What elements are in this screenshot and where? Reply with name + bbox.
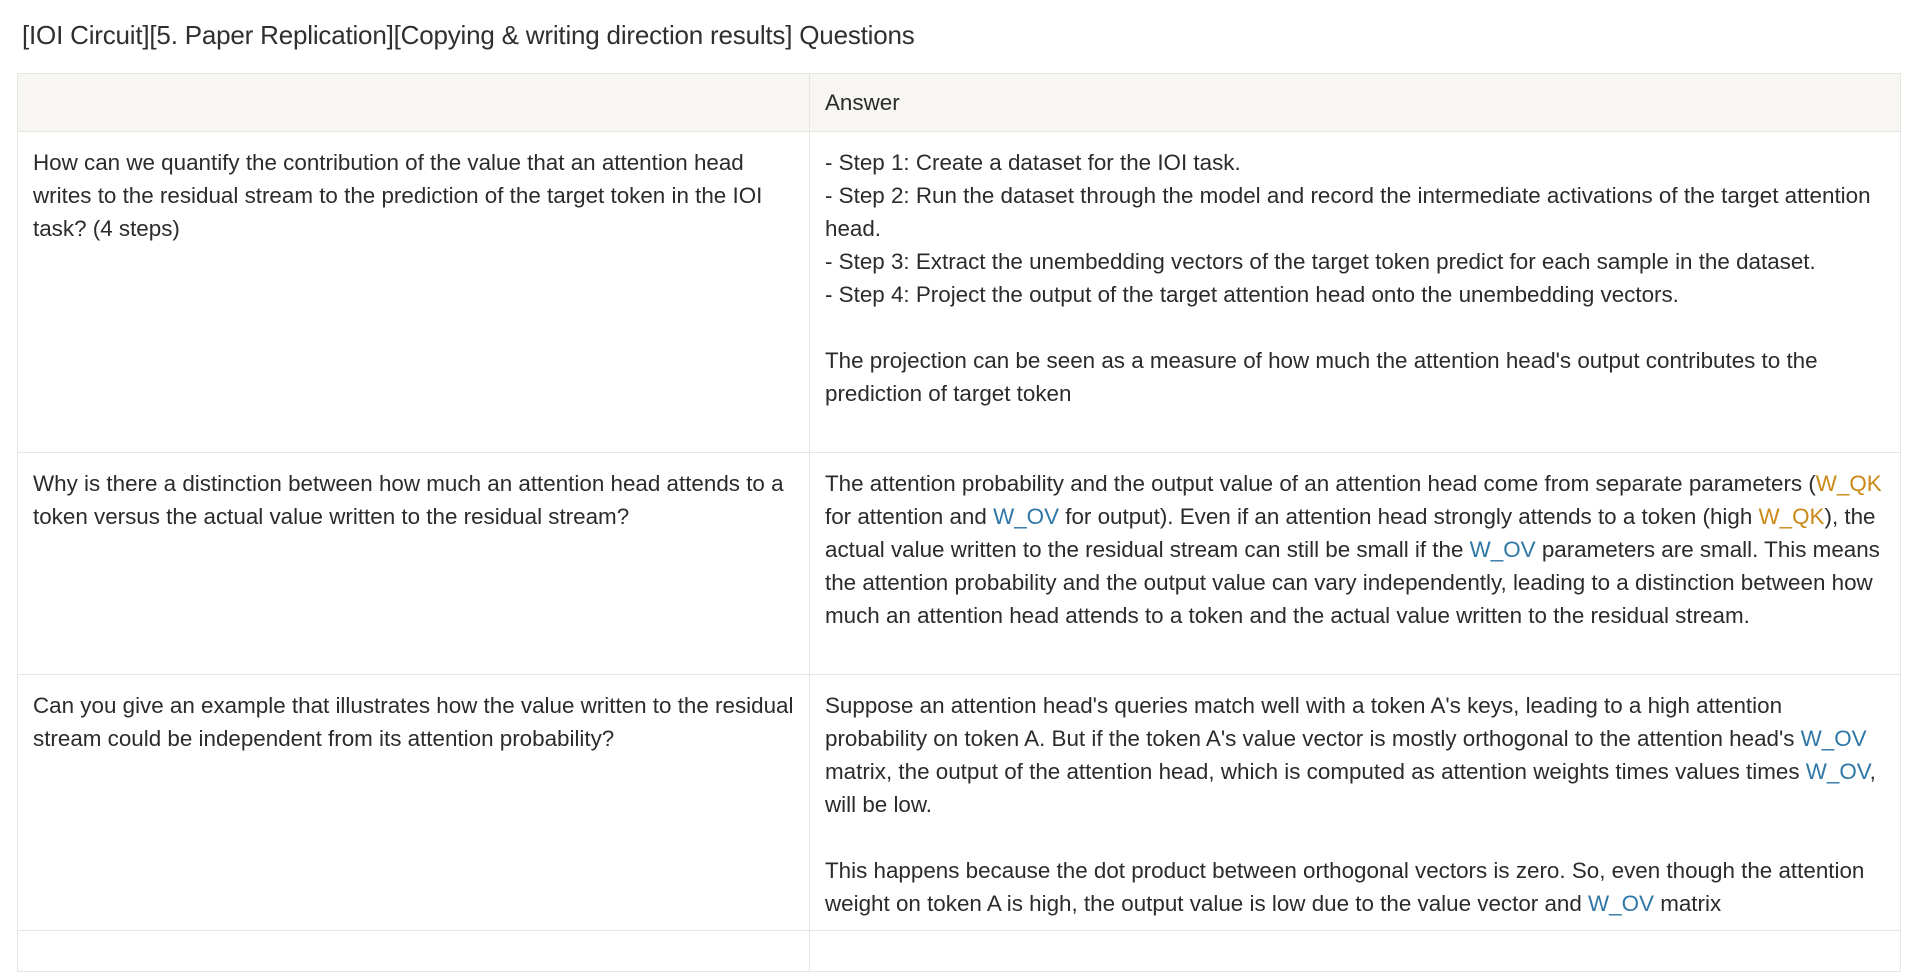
- table-row: [18, 675, 1901, 931]
- question-cell[interactable]: Can you give an example that illustrates how the value written to the residual stream could be independent from its attention probability?: [18, 675, 810, 931]
- table-row: [18, 931, 1901, 972]
- table-row: [18, 132, 1901, 453]
- w-ov-token: W_OV: [1588, 891, 1654, 916]
- question-cell[interactable]: How can we quantify the contribution of the value that an attention head writes to the residual stream to the prediction of the target token in the IOI task? (4 steps): [18, 132, 810, 453]
- answer-text: , will be low.: [825, 759, 1876, 817]
- paragraph-gap: [825, 311, 1886, 344]
- answer-text: matrix: [1653, 891, 1722, 916]
- answer-text: The attention probability and the output value of an attention head come from separate parameters (: [825, 471, 1816, 496]
- answer-step-3: - Step 3: Extract the unembedding vectors of the target token predict for each sample in the dataset.: [825, 249, 1816, 274]
- window-left-edge: [0, 0, 3, 946]
- answer-paragraph-1: [825, 689, 1886, 821]
- w-ov-token: W_OV: [1469, 537, 1536, 562]
- w-ov-token: W_OV: [1805, 759, 1870, 784]
- page-title: [IOI Circuit][5. Paper Replication][Copying & writing direction results] Questions: [22, 20, 915, 50]
- table-row: [18, 453, 1901, 675]
- answer-step-2: - Step 2: Run the dataset through the model and record the intermediate activations of the target attention head.: [825, 183, 1871, 241]
- header-row: [18, 74, 1901, 132]
- answer-cell[interactable]: [810, 453, 1901, 675]
- answer-step-4: - Step 4: Project the output of the target attention head onto the unembedding vectors.: [825, 282, 1679, 307]
- answer-text: matrix, the output of the attention head, which is computed as attention weights times values times: [825, 759, 1806, 784]
- paragraph-gap: [825, 821, 1886, 854]
- w-ov-token: W_OV: [1800, 726, 1867, 751]
- answer-cell[interactable]: [810, 132, 1901, 453]
- answer-cell[interactable]: [810, 675, 1901, 931]
- question-cell[interactable]: [18, 931, 810, 972]
- question-column-header[interactable]: [18, 74, 810, 132]
- w-qk-token: W_QK: [1758, 504, 1825, 529]
- answer-text: This happens because the dot product between orthogonal vectors is zero. So, even though the attention weight on token A is high, the output value is low due to the value vector and: [825, 858, 1865, 916]
- answer-text: for output). Even if an attention head strongly attends to a token (high: [1059, 504, 1759, 529]
- answer-text: for attention and: [825, 504, 994, 529]
- w-qk-token: W_QK: [1815, 471, 1882, 496]
- answer-cell[interactable]: [810, 931, 1901, 972]
- answer-paragraph-2: [825, 854, 1886, 920]
- table-header: [18, 74, 1901, 132]
- question-cell[interactable]: Why is there a distinction between how much an attention head attends to a token versus the actual value written to the residual stream?: [18, 453, 810, 675]
- answer-column-header[interactable]: Answer: [810, 74, 1901, 132]
- answer-text: Suppose an attention head's queries match well with a token A's keys, leading to a high attention probability on token A. But if the token A's value vector is mostly orthogonal to the attention head's: [825, 693, 1801, 751]
- answer-step-1: - Step 1: Create a dataset for the IOI task.: [825, 150, 1241, 175]
- w-ov-token: W_OV: [993, 504, 1059, 529]
- qa-table: [17, 73, 1901, 972]
- answer-text: parameters are small. This means the attention probability and the output value can vary independently, leading to a distinction between how much an attention head attends to a token and the actual value written to the residual stream.: [825, 537, 1880, 628]
- answer-summary: The projection can be seen as a measure of how much the attention head's output contributes to the prediction of target token: [825, 348, 1818, 406]
- answer-text: ), the actual value written to the residual stream can still be small if the: [825, 504, 1876, 562]
